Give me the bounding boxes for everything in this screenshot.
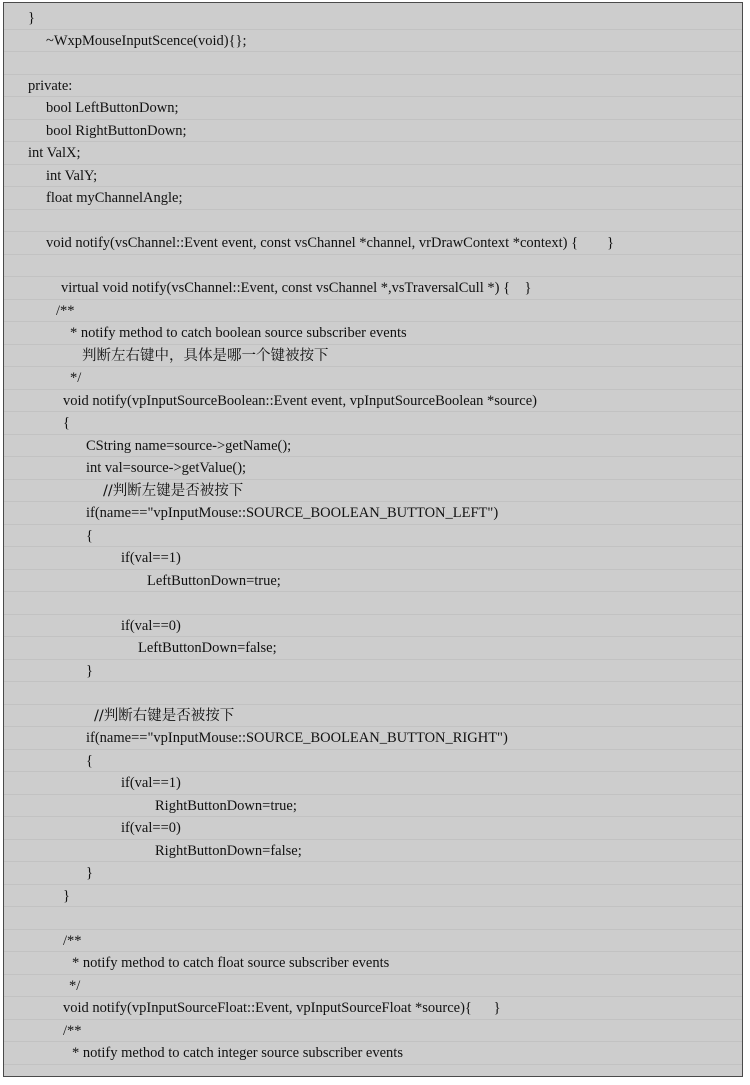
code-line-text: /** [63, 1022, 82, 1039]
code-line [4, 525, 742, 548]
code-line [4, 142, 742, 165]
code-line-text: void notify(vpInputSourceFloat::Event, vpInputSourceFloat *source){ } [63, 1000, 501, 1016]
code-line-text: LeftButtonDown=false; [138, 640, 277, 656]
code-line [4, 232, 742, 255]
code-line [4, 907, 742, 930]
code-line-text: void notify(vsChannel::Event event, const vsChannel *channel, vrDrawContext *context) { } [46, 235, 615, 251]
code-line [4, 660, 742, 683]
code-line [4, 390, 742, 413]
code-line [4, 300, 742, 323]
code-line-text: { [86, 527, 93, 544]
code-line [4, 255, 742, 278]
code-line [4, 615, 742, 638]
code-line [4, 52, 742, 75]
code-line-text: virtual void notify(vsChannel::Event, const vsChannel *,vsTraversalCull *) { } [61, 280, 532, 296]
code-line [4, 705, 742, 728]
code-line-text: if(val==0) [121, 820, 181, 836]
code-line [4, 97, 742, 120]
code-line [4, 165, 742, 188]
code-listing [3, 2, 743, 1077]
code-line-text: bool LeftButtonDown; [46, 100, 179, 116]
code-line-text: if(name=="vpInputMouse::SOURCE_BOOLEAN_BUTTON_RIGHT") [86, 730, 508, 746]
code-line-text: * notify method to catch boolean source subscriber events [70, 325, 407, 341]
code-line-text: int ValY; [46, 167, 98, 184]
code-line [4, 817, 742, 840]
code-line [4, 30, 742, 53]
code-line-text: } [86, 662, 93, 679]
code-line [4, 435, 742, 458]
code-line [4, 1020, 742, 1043]
code-line [4, 187, 742, 210]
code-line [4, 547, 742, 570]
code-line [4, 795, 742, 818]
code-line-text: int ValX; [28, 145, 81, 161]
code-line-text: /** [56, 302, 75, 319]
code-line [4, 772, 742, 795]
code-line-text: LeftButtonDown=true; [147, 572, 281, 589]
code-line [4, 570, 742, 593]
code-line-text: { [86, 752, 93, 769]
code-line-text: /** [63, 932, 82, 949]
code-line [4, 7, 742, 30]
code-line [4, 862, 742, 885]
code-line [4, 997, 742, 1020]
code-line [4, 840, 742, 863]
code-line-text: */ [70, 370, 82, 386]
code-line-text: float myChannelAngle; [46, 190, 183, 206]
code-line [4, 120, 742, 143]
code-line-text: } [86, 865, 93, 881]
code-line [4, 727, 742, 750]
code-line-text: * notify method to catch float source subscriber events [72, 955, 390, 971]
code-line-text: //判断右键是否被按下 [94, 707, 235, 724]
code-line [4, 457, 742, 480]
code-line-text: 判断左右键中，具体是哪一个键被按下 [82, 347, 329, 364]
code-line-text: } [28, 10, 35, 26]
code-line [4, 277, 742, 300]
code-line [4, 750, 742, 773]
code-line [4, 1042, 742, 1065]
code-line-text: if(val==0) [121, 617, 181, 634]
code-line-text: ~WxpMouseInputScence(void){}; [46, 32, 247, 49]
code-line-text: if(val==1) [121, 550, 181, 566]
code-line [4, 682, 742, 705]
code-line [4, 322, 742, 345]
code-line [4, 592, 742, 615]
code-line [4, 367, 742, 390]
code-line-text: } [63, 887, 70, 904]
code-line-text: int val=source->getValue(); [86, 460, 247, 476]
code-line-text: //判断左键是否被按下 [103, 482, 244, 499]
code-line [4, 480, 742, 503]
code-line-text: { [63, 415, 70, 431]
code-line [4, 975, 742, 998]
code-line-text: * notify method to catch integer source subscriber events [72, 1045, 403, 1061]
code-line-text: bool RightButtonDown; [46, 122, 187, 139]
code-line-text: RightButtonDown=false; [155, 842, 302, 859]
code-line-text: */ [69, 977, 81, 994]
code-line [4, 637, 742, 660]
code-line-text: if(name=="vpInputMouse::SOURCE_BOOLEAN_BUTTON_LEFT") [86, 505, 499, 521]
code-line-text: CString name=source->getName(); [86, 437, 292, 454]
code-line-text: private: [28, 77, 73, 94]
code-line-text: RightButtonDown=true; [155, 797, 297, 814]
code-line-text: if(val==1) [121, 775, 181, 791]
code-line [4, 502, 742, 525]
code-line [4, 345, 742, 368]
code-line-text: void notify(vpInputSourceBoolean::Event event, vpInputSourceBoolean *source) [63, 392, 537, 409]
code-line [4, 412, 742, 435]
code-line [4, 210, 742, 233]
code-line [4, 952, 742, 975]
code-line [4, 885, 742, 908]
code-line [4, 75, 742, 98]
code-line [4, 930, 742, 953]
